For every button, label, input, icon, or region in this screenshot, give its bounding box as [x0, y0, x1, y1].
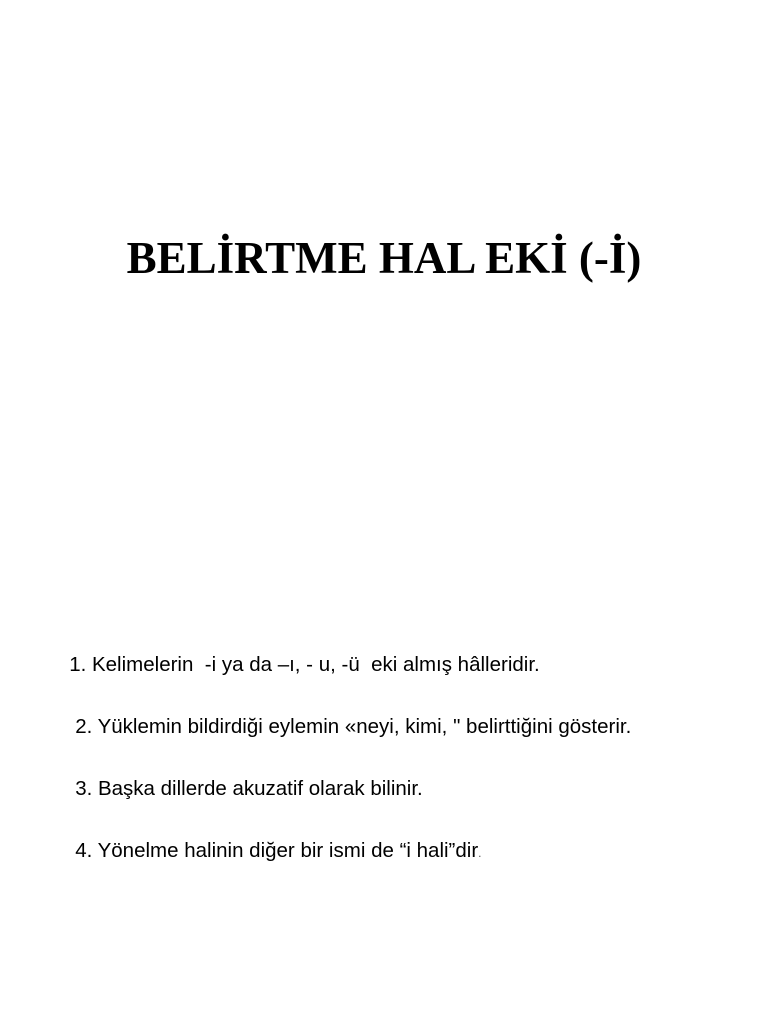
list-item-text: 2. Yüklemin bildirdiği eylemin «neyi, kimi, " belirttiğini gösterir.: [75, 715, 632, 738]
list-item-text: 3. Başka dillerde akuzatif olarak bilinir.: [75, 777, 423, 800]
trailing-period: .: [478, 846, 482, 860]
slide-title: BELİRTME HAL EKİ (-İ): [126, 233, 642, 283]
list-item-text: 1. Kelimelerin -i ya da –ı, - u, -ü eki almış hâlleridir.: [69, 653, 540, 676]
list-item: [41, 809, 482, 895]
list-item-text: 4. Yönelme halinin diğer bir ismi de “i hali”dir: [75, 839, 479, 862]
